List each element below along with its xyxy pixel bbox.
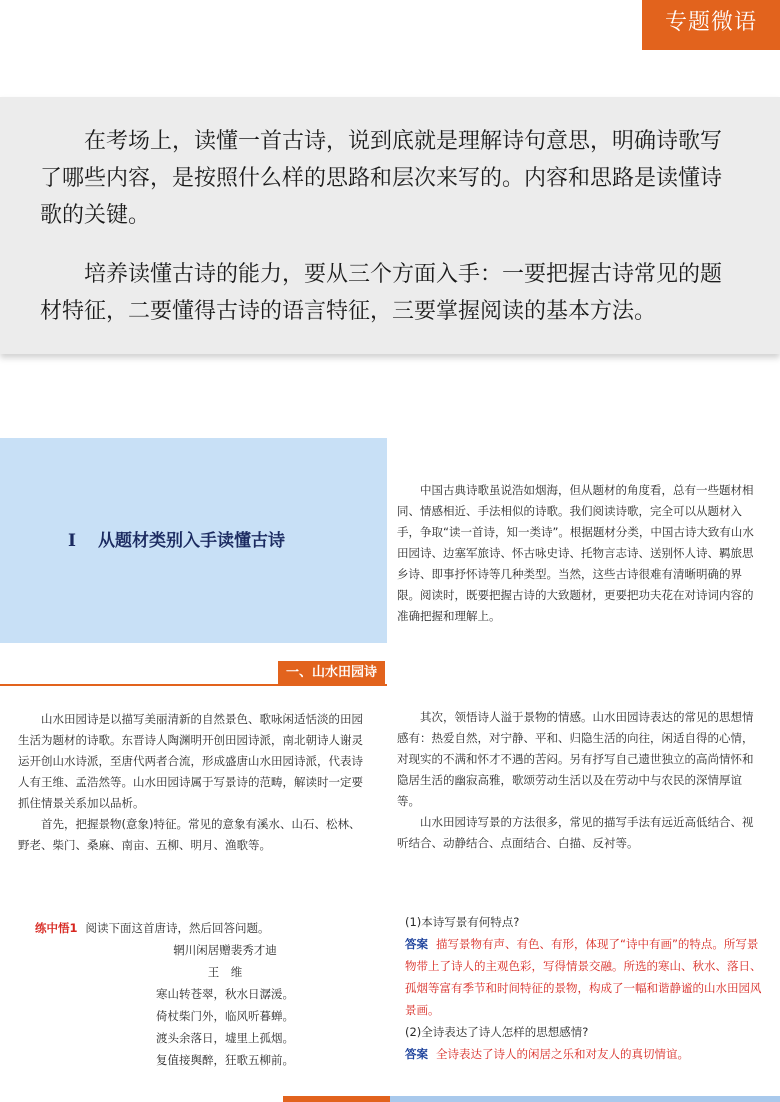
- answer-2: [405, 1043, 765, 1065]
- intro-paragraph-1: 在考场上，读懂一首古诗，说到底就是理解诗句意思，明确诗歌写了哪些内容，是按照什么样的思路和层次来写的。内容和思路是读懂诗歌的关键。: [40, 129, 723, 228]
- answer-1: [405, 933, 765, 1021]
- subsection-tag: 一、山水田园诗: [278, 661, 385, 685]
- answer-1-text: 描写景物有声、有色、有形，体现了“诗中有画”的特点。所写景物带上了诗人的主观色彩，写得情景交融。所选的寒山、秋水、落日、孤烟等富有季节和时间特征的景物，构成了一幅和谐静谧的山水田园风景画。: [405, 937, 762, 1017]
- intro-text-right: [397, 480, 762, 627]
- section-title: [68, 526, 285, 551]
- question-1: (1)本诗写景有何特点?: [405, 915, 520, 929]
- question-2: (2)全诗表达了诗人怎样的思想感情?: [405, 1025, 589, 1039]
- pastoral-intro-text: [18, 709, 370, 856]
- intro-paragraph-2: 培养读懂古诗的能力，要从三个方面入手：一要把握古诗常见的题材特征，二要懂得古诗的语言特征，三要掌握阅读的基本方法。: [40, 262, 723, 324]
- bottom-accent-orange: [283, 1096, 390, 1102]
- exercise-instruction: 阅读下面这首唐诗，然后回答问题。: [85, 921, 270, 935]
- answer-label: 答案: [405, 937, 428, 951]
- left-mid-paragraph-2: 首先，把握景物(意象)特征。常见的意象有溪水、山石、松林、野老、柴门、桑麻、南亩、五柳、明月、渔歌等。: [18, 817, 361, 852]
- answer-label: 答案: [405, 1047, 428, 1061]
- exercise-block: [35, 917, 365, 1071]
- subsection-divider: [0, 684, 387, 686]
- bottom-accent-blue: [390, 1096, 780, 1102]
- section-number: Ⅰ: [68, 531, 76, 551]
- left-mid-paragraph-1: 山水田园诗是以描写美丽清新的自然景色、歌咏闲适恬淡的田园生活为题材的诗歌。东晋诗人陶渊明开创田园诗派，南北朝诗人谢灵运开创山水诗派，至唐代两者合流，形成盛唐山水田园诗派，代表诗人有王维、孟浩然等。山水田园诗属于写景诗的范畴，解读时一定要抓住情景关系加以品析。: [18, 712, 363, 810]
- qa-block: [405, 911, 765, 1065]
- intro-band: [0, 97, 780, 354]
- right-mid-paragraph-2: 山水田园诗写景的方法很多，常见的描写手法有远近高低结合、视听结合、动静结合、点面结合、白描、反衬等。: [397, 815, 754, 850]
- poem-line: 渡头余落日，墟里上孤烟。: [156, 1031, 294, 1045]
- poem-line: 寒山转苍翠，秋水日潺湲。: [156, 987, 294, 1001]
- pastoral-emotion-text: [397, 707, 762, 854]
- poem: [105, 939, 345, 1071]
- poem-line: 倚杖柴门外，临风听暮蝉。: [156, 1009, 294, 1023]
- poem-author: 王 维: [207, 965, 243, 979]
- answer-2-text: 全诗表达了诗人的闲居之乐和对友人的真切情谊。: [436, 1047, 689, 1061]
- right-mid-paragraph-1: 其次，领悟诗人溢于景物的情感。山水田园诗表达的常见的思想情感有：热爱自然，对宁静、平和、归隐生活的向往，闲适自得的心情，对现实的不满和怀才不遇的苦闷。另有抒写自己遗世独立的高尚情怀和隐居生活的幽寂高雅，歌颂劳动生活以及在劳动中与农民的深情厚谊等。: [397, 710, 754, 808]
- exercise-heading: [35, 917, 365, 939]
- poem-line: 复值接舆醉，狂歌五柳前。: [156, 1053, 294, 1067]
- right-top-paragraph: 中国古典诗歌虽说浩如烟海，但从题材的角度看，总有一些题材相同、情感相近、手法相似的诗歌。我们阅读诗歌，完全可以从题材入手，争取“读一首诗，知一类诗”。根据题材分类，中国古诗大致有山水田园诗、边塞军旅诗、怀古咏史诗、托物言志诗、送别怀人诗、羁旅思乡诗、即事抒怀诗等几种类型。当然，这些古诗很难有清晰明确的界限。阅读时，既要把握古诗的大致题材，更要把功夫花在对诗词内容的准确把握和理解上。: [397, 483, 754, 623]
- topic-badge: 专题微语: [642, 0, 780, 50]
- section-title-text: 从题材类别入手读懂古诗: [97, 531, 285, 551]
- poem-title: 辋川闲居赠裴秀才迪: [173, 943, 277, 957]
- exercise-label: 练中悟1: [35, 921, 78, 935]
